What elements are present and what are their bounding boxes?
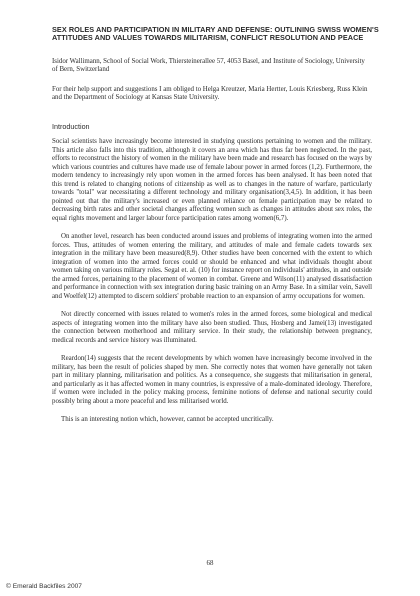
section-heading: Introduction — [52, 122, 90, 131]
body-paragraph: This is an interesting notion which, however, cannot be accepted uncritically. — [61, 416, 274, 423]
article-body — [52, 138, 372, 435]
body-paragraph: Reardon(14) suggests that the recent developments by which women have increasingly become involved in the military, has been the result of policies shaped by men. She correctly notes that women have generally not taken part in military planning, militarisation and politics. As a consequence, she suggests that militarisation in general, and particularly as it has affected women in many countries, is expressive of a male-dominated ideology. Therefore, if women were included in the policy making process, feminine notions of defense and national security could possibly bring about a more peaceful and less militarised world. — [52, 355, 372, 405]
author-affiliation: Isidor Wallimann, School of Social Work, Thiersteinerallee 57, 4053 Basel, and Institute of Sociology, University of Bern, Switzerland — [52, 58, 365, 74]
body-paragraph: Social scientists have increasingly become interested in studying questions pertaining to women and the military. This article also falls into this tradition, although it covers an area which has thus far been neglected. In the past, efforts to reconstruct the history of women in the military have been made and research has focused on the ways by which various countries and cultures have made use of female labour power in armed forces (1,2). Furthermore, the modern tendency to increasingly rely upon women in the armed forces has been analysed. It has been noted that this trend is related to changing notions of citizenship as well as to changes in the nature of warfare, particularly towards "total" war necessitating a different technology and military organisation(3,4,5). In addition, it has been pointed out that the military's increased or even planned reliance on female participation may be related to decreasing birth rates and other societal changes affecting women such as changes in attitudes about sex roles, the equal rights movement and larger labour force participation rates among women(6,7). — [52, 138, 372, 222]
copyright-watermark: © Emerald Backfiles 2007 — [6, 583, 82, 590]
body-paragraph: On another level, research has been conducted around issues and problems of integrating women into the armed forces. Thus, attitudes of women entering the military, and attitudes of male and female cadets towards sex integration in the military have been measured(8,9). Other studies have been concerned with the extent to which integration of women into the armed forces could or should be enhanced and what individuals thought about women taking on various military roles. Segal et. al. (10) for instance report on individuals' attitudes, in and outside the armed forces, pertaining to the placement of women in combat. Greene and Wilson(11) analysed dissatisfaction and performance in connection with sex integration during basic training on an Army Base. In a similar vein, Savell and Woelfel(12) attempted to discern soldiers' probable reaction to an expansion of army occupations for women. — [52, 233, 372, 300]
body-paragraph: Not directly concerned with issues related to women's roles in the armed forces, some biological and medical aspects of integrating women into the military have also been studied. Thus, Hosberg and Jamei(13) investigated the connection between motherhood and military service. In their study, the relationship between pregnancy, medical records and service history was illuminated. — [52, 311, 372, 344]
acknowledgement: For their help support and suggestions I am obliged to Helga Kreutzer, Maria Hertter, Louis Kriesberg, Russ Klein and the Department of Sociology at Kansas State University. — [52, 86, 368, 102]
article-title: SEX ROLES AND PARTICIPATION IN MILITARY AND DEFENSE: OUTLINING SWISS WOMEN'S ATTITUDES AND VALUES TOWARDS MILITARISM, CONFLICT RESOLUTION AND PEACE — [52, 25, 379, 43]
page-number: 68 — [206, 560, 214, 567]
